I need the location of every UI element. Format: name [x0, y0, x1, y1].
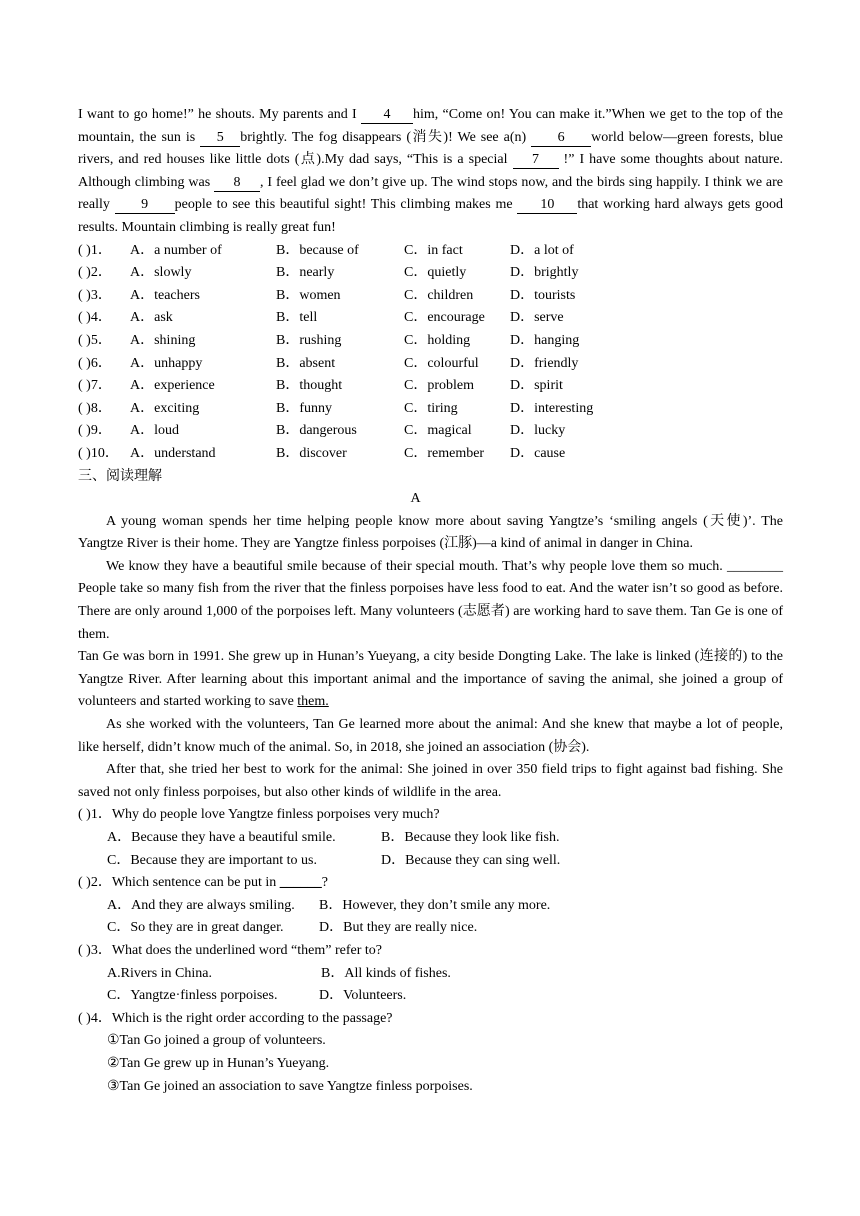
option-c: C．remember	[404, 445, 485, 461]
option-b: B．tell	[276, 310, 318, 326]
option-c: C．encourage	[404, 310, 485, 326]
order-item-text: ①Tan Go joined a group of volunteers.	[107, 1033, 326, 1049]
blank-5: 5	[200, 130, 240, 147]
question-number: ( )8．	[78, 400, 112, 416]
option-b: B．Because they look like fish.	[381, 830, 560, 845]
order-item-2	[78, 1053, 783, 1076]
passage-paragraph-3	[78, 646, 783, 714]
passage-blank: ________	[727, 558, 783, 574]
option-row	[78, 240, 783, 263]
option-a: A.Rivers in China.	[107, 965, 212, 981]
passage-paragraph-1: A young woman spends her time helping people know more about saving Yangtze’s ‘smiling angels (天使)’. The Yangtze River is their home. They are Yangtze finless porpoises (江豚)—a kind of animal in danger in China.	[78, 513, 783, 552]
option-row	[78, 307, 783, 330]
order-item-3	[78, 1076, 783, 1099]
question-number: ( )4．	[78, 310, 112, 326]
option-c: C．tiring	[404, 400, 458, 416]
option-c: C．Yangtze·finless porpoises.	[107, 988, 278, 1004]
option-c: C．colourful	[404, 355, 479, 371]
order-item-text: ③Tan Ge joined an association to save Yangtze finless porpoises.	[107, 1078, 473, 1094]
cloze-options	[78, 240, 783, 466]
blank-7: 7	[513, 152, 559, 169]
option-b: B．because of	[276, 242, 359, 258]
option-b: B．absent	[276, 355, 336, 371]
cloze-text: brightly. The fog disappears (消失)! We see a(n)	[240, 129, 532, 145]
option-row	[78, 443, 783, 466]
question-number: ( )7．	[78, 378, 112, 394]
option-d: D．a lot of	[510, 242, 574, 258]
question-2	[78, 872, 783, 895]
option-c: C．in fact	[404, 242, 463, 258]
option-c: C．children	[404, 287, 474, 303]
blank-8: 8	[214, 175, 260, 192]
option-b: B．dangerous	[276, 423, 357, 439]
option-d: D．Volunteers.	[319, 988, 407, 1004]
option-d: D．hanging	[510, 332, 580, 348]
option-c: C．So they are in great danger.	[107, 920, 284, 936]
order-item-text: ②Tan Ge grew up in Hunan’s Yueyang.	[107, 1055, 330, 1071]
question-number: ( )9．	[78, 423, 112, 439]
option-c: C．quietly	[404, 265, 467, 281]
option-row	[78, 330, 783, 353]
option-b: B．All kinds of fishes.	[321, 965, 451, 981]
cloze-text: I want to go home!” he shouts. My parents and I	[78, 107, 361, 122]
option-d: D．Because they can sing well.	[381, 852, 561, 868]
option-b: B．funny	[276, 400, 332, 416]
option-d: D．lucky	[510, 423, 566, 439]
question-3: ( )3．What does the underlined word “them” refer to?	[78, 942, 382, 958]
option-row	[78, 398, 783, 421]
question-text: ( )2．Which sentence can be put in	[78, 875, 280, 891]
passage-text: We know they have a beautiful smile because of their special mouth. That’s why people love them so much.	[106, 558, 727, 574]
cloze-text: world below—green forests, blue rivers, and red houses like little dots (点).My dad says, “This is a special	[78, 129, 783, 168]
option-c: C．magical	[404, 423, 472, 439]
option-row	[78, 420, 783, 443]
blank-9: 9	[115, 197, 175, 214]
option-b: B．nearly	[276, 265, 335, 281]
option-b: B．discover	[276, 445, 347, 461]
cloze-text: that working hard always gets good results. Mountain climbing is really great fun!	[78, 197, 783, 235]
option-a: A．ask	[130, 310, 173, 326]
option-a: A．loud	[130, 423, 179, 439]
blank-6: 6	[531, 130, 591, 147]
question-number: ( )10．	[78, 445, 119, 461]
question-number: ( )3．	[78, 287, 112, 303]
question-number: ( )6．	[78, 355, 112, 371]
question-number: ( )2．	[78, 265, 112, 281]
option-b: B．women	[276, 287, 341, 303]
passage-paragraph-2	[78, 556, 783, 646]
cloze-passage	[78, 104, 783, 240]
question-3-options-row-1	[78, 963, 783, 986]
option-b: B．However, they don’t smile any more.	[319, 897, 551, 913]
option-c: C．Because they are important to us.	[107, 852, 317, 868]
question-3-options-row-2	[78, 985, 783, 1008]
option-d: D．But they are really nice.	[319, 920, 478, 936]
option-b: B．thought	[276, 378, 343, 394]
question-2-options-row-2	[78, 917, 783, 940]
option-a: A．understand	[130, 445, 216, 461]
option-d: D．cause	[510, 445, 566, 461]
option-a: A．experience	[130, 378, 215, 394]
option-a: A．unhappy	[130, 355, 203, 371]
passage-title: A	[410, 491, 421, 507]
option-c: C．problem	[404, 378, 474, 394]
option-d: D．interesting	[510, 400, 594, 416]
section-title: 三、阅读理解	[78, 468, 162, 484]
passage-paragraph-5: After that, she tried her best to work for the animal: She joined in over 350 field trips to fight against bad fishing. She saved not only finless porpoises, but also other kinds of wildlife in the area.	[78, 762, 783, 800]
option-a: A．teachers	[130, 287, 200, 303]
question-1-options-row-1	[78, 827, 783, 850]
option-d: D．friendly	[510, 355, 579, 371]
question-number: ( )5．	[78, 332, 112, 348]
passage-paragraph-4: As she worked with the volunteers, Tan Ge learned more about the animal: And she knew that maybe a lot of people, like herself, didn’t know much of the animal. So, in 2018, she joined an association (协会).	[78, 717, 783, 755]
option-d: D．brightly	[510, 265, 579, 281]
passage-text: People take so many fish from the river that the finless porpoises have less food to eat. And the water isn’t so good as before. There are only around 1,000 of the porpoises left. Many volunteers (志愿者) are working hard to save them. Tan Ge is one of them.	[78, 581, 783, 642]
option-c: C．holding	[404, 332, 471, 348]
question-number: ( )1．	[78, 242, 112, 258]
cloze-text: him, “Come on! You can make it.”When we get to the top of the mountain, the sun is	[78, 107, 784, 145]
option-a: A．shining	[130, 332, 196, 348]
cloze-text: , I feel glad we don’t give up. The wind stops now, and the birds sing happily. I think we are really	[78, 174, 783, 213]
passage-text: Tan Ge was born in 1991. She grew up in Hunan’s Yueyang, a city beside Dongting Lake. The lake is linked (连接的) to the Yangtze River. After learning about this important animal and the importance of saving the animal, she joined a group of volunteers and started working to save	[78, 649, 783, 710]
option-d: D．spirit	[510, 378, 563, 394]
blank-10: 10	[517, 197, 577, 214]
question-text: ?	[321, 875, 328, 891]
question-1: ( )1．Why do people love Yangtze finless porpoises very much?	[78, 807, 440, 823]
question-1-options-row-2	[78, 850, 783, 873]
option-a: A．Because they have a beautiful smile.	[107, 830, 336, 845]
option-row	[78, 262, 783, 285]
option-a: A．exciting	[130, 400, 200, 416]
underlined-word: them.	[297, 694, 329, 710]
cloze-text: people to see this beautiful sight! This climbing makes me	[174, 197, 518, 213]
option-d: D．serve	[510, 310, 564, 326]
option-b: B．rushing	[276, 332, 342, 348]
blank-4: 4	[361, 107, 413, 124]
option-row	[78, 353, 783, 376]
question-blank: ______	[279, 875, 322, 891]
option-a: A．a number of	[130, 242, 222, 258]
option-a: A．slowly	[130, 265, 192, 281]
option-d: D．tourists	[510, 287, 576, 303]
cloze-text: !” I have some thoughts about nature. Although climbing was	[78, 152, 784, 190]
page	[78, 104, 783, 1098]
option-a: A．And they are always smiling.	[107, 897, 295, 913]
order-item-1	[78, 1030, 783, 1053]
question-2-options-row-1	[78, 895, 783, 918]
option-row	[78, 285, 783, 308]
question-4: ( )4．Which is the right order according to the passage?	[78, 1010, 393, 1026]
option-row	[78, 375, 783, 398]
